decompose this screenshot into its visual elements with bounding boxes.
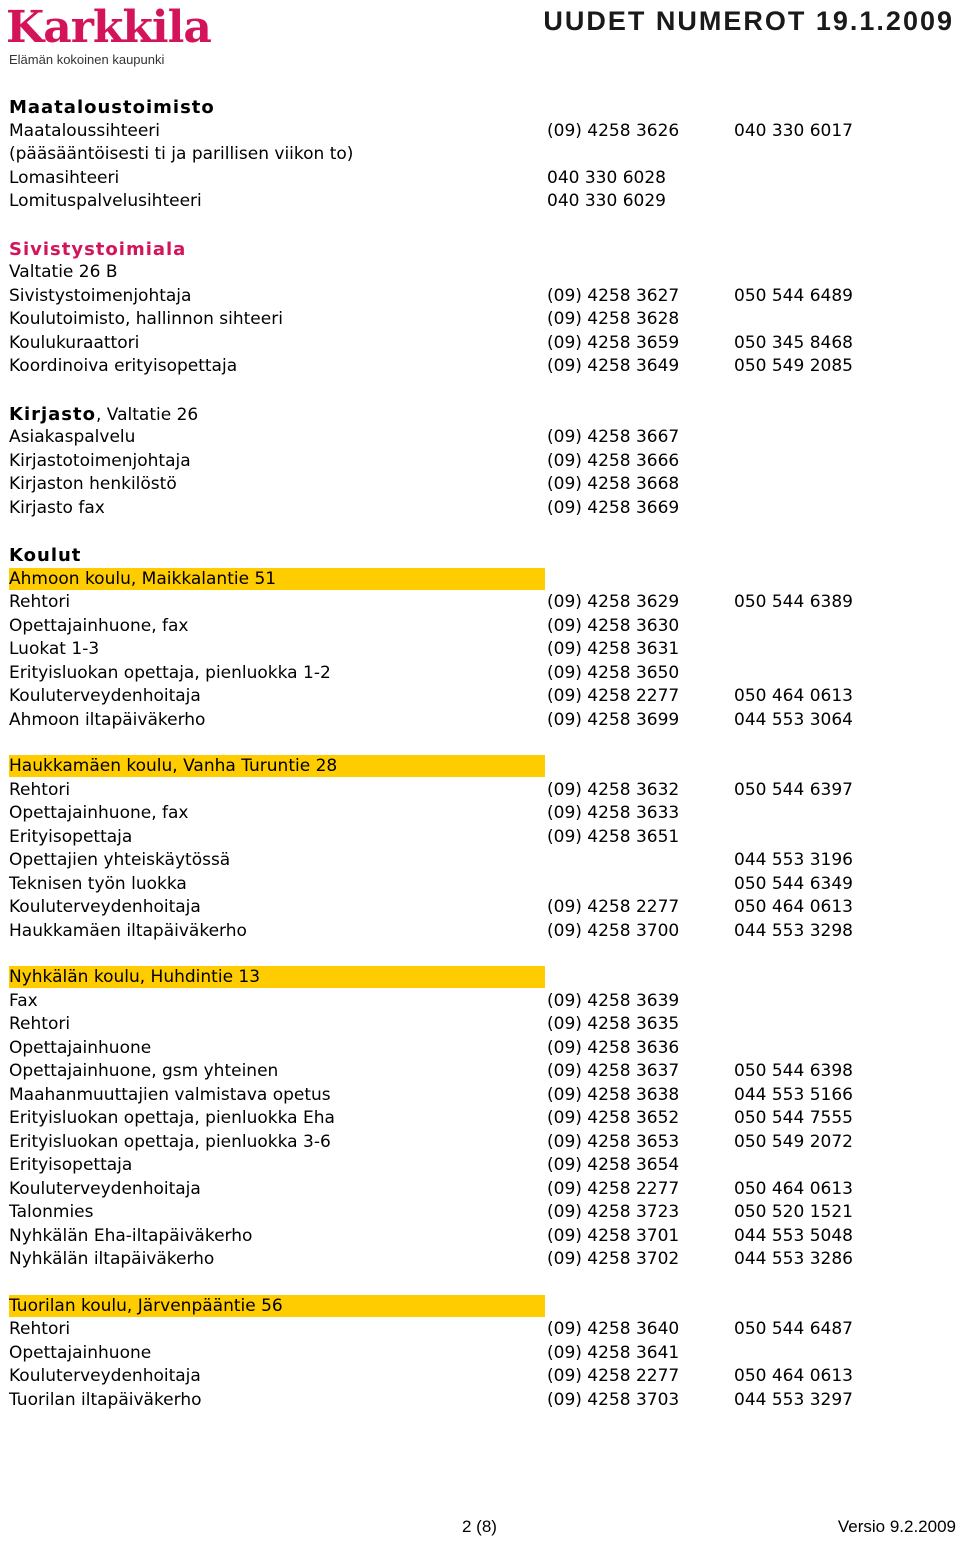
row-mobile: 044 553 3196 [734,850,853,870]
directory-row [9,779,959,803]
row-title: Opettajainhuone, fax [9,803,189,823]
row-mobile: 050 464 0613 [734,1366,853,1386]
directory-row [9,896,959,920]
row-phone: (09) 4258 3654 [547,1155,680,1175]
logo-subtitle: Elämän kokoinen kaupunki [9,52,165,67]
row-title: Kirjastotoimenjohtaja [9,450,191,471]
row-title: Lomituspalvelusihteeri [9,191,202,211]
row-phone: (09) 4258 3699 [547,709,680,730]
directory-row [9,1178,959,1202]
row-title: Rehtori [9,779,71,800]
directory-row [9,685,959,709]
directory-row [9,990,959,1014]
directory-row [9,802,959,826]
row-title: Opettajainhuone [9,1037,152,1058]
row-phone: (09) 4258 3667 [547,427,680,447]
row-mobile: 050 544 6489 [734,285,853,306]
school-name: Tuorilan koulu, Järvenpääntie 56 [9,1295,545,1317]
section-heading-text: Maataloustoimisto [9,97,215,118]
row-title: Haukkamäen iltapäiväkerho [9,920,247,941]
directory-row [9,638,959,662]
row-phone: (09) 4258 3649 [547,356,680,376]
row-mobile: 040 330 6017 [734,120,853,141]
row-phone: (09) 4258 3650 [547,662,680,683]
row-phone: 040 330 6029 [547,191,666,211]
row-mobile: 050 544 6398 [734,1061,853,1081]
section-heading-text: Sivistystoimiala [9,238,187,260]
row-phone: (09) 4258 3638 [547,1084,680,1105]
directory-row [9,261,959,285]
row-title: Rehtori [9,592,71,612]
school-gap [9,1272,959,1295]
directory-row [9,285,959,309]
row-mobile: 050 549 2072 [734,1131,853,1152]
school-name: Ahmoon koulu, Maikkalantie 51 [9,568,545,590]
directory-row [9,1225,959,1249]
row-phone: (09) 4258 3669 [547,497,680,518]
page-title: UUDET NUMEROT 19.1.2009 [543,6,954,36]
row-mobile: 050 549 2085 [734,356,853,376]
row-phone: (09) 4258 3668 [547,474,680,494]
row-phone: (09) 4258 2277 [547,686,680,706]
row-phone: (09) 4258 3629 [547,592,680,612]
row-title: Kouluterveydenhoitaja [9,1178,201,1199]
row-mobile: 050 544 6397 [734,779,853,800]
section-gap [9,379,959,403]
row-phone: (09) 4258 3640 [547,1319,680,1339]
section-heading [9,96,215,120]
directory-row [9,873,959,897]
row-mobile: 050 544 7555 [734,1108,853,1128]
section-heading-row [9,96,959,120]
row-phone: (09) 4258 3637 [547,1061,680,1081]
schools-heading: Koulut [9,545,82,566]
row-phone: (09) 4258 3702 [547,1249,680,1269]
directory-row [9,355,959,379]
row-title: Teknisen työn luokka [9,873,187,894]
directory-row [9,143,959,167]
section-gap [9,214,959,238]
school-gap [9,732,959,755]
row-phone: (09) 4258 3701 [547,1225,680,1246]
directory-row [9,826,959,850]
row-title: Rehtori [9,1014,71,1034]
page-number: 2 (8) [462,1517,497,1536]
directory-row [9,1342,959,1366]
row-title: Erityisopettaja [9,826,133,847]
row-title: Ahmoon iltapäiväkerho [9,709,206,730]
row-mobile: 050 544 6487 [734,1319,853,1339]
school-gap [9,943,959,966]
directory-row [9,1107,959,1131]
row-mobile: 050 345 8468 [734,332,853,353]
row-phone: (09) 4258 3636 [547,1037,680,1058]
row-title: Tuorilan iltapäiväkerho [9,1389,202,1410]
directory-row [9,190,959,214]
section-gap [9,520,959,544]
row-mobile: 050 520 1521 [734,1202,853,1222]
directory-row [9,497,959,521]
row-title: Luokat 1-3 [9,639,100,659]
row-mobile: 050 464 0613 [734,1178,853,1199]
row-mobile: 050 464 0613 [734,897,853,917]
row-mobile: 050 464 0613 [734,686,853,706]
school-name-row [9,966,959,990]
row-phone: (09) 4258 3723 [547,1202,680,1222]
row-mobile: 050 544 6349 [734,873,853,894]
row-title: Koulutoimisto, hallinnon sihteeri [9,309,283,329]
directory-row [9,426,959,450]
directory-row [9,591,959,615]
row-title: Lomasihteeri [9,167,120,188]
directory-row [9,709,959,733]
version-label: Versio 9.2.2009 [837,1517,956,1536]
row-phone: (09) 4258 3630 [547,615,680,636]
schools-heading-row [9,544,959,568]
logo-wordmark: Karkkila [6,2,211,53]
row-title: Opettajainhuone, gsm yhteinen [9,1061,279,1081]
row-title: (pääsääntöisesti ti ja parillisen viikon to) [9,144,354,164]
row-title: Valtatie 26 B [9,262,118,282]
directory-row [9,1154,959,1178]
directory-row [9,1131,959,1155]
row-title: Kouluterveydenhoitaja [9,1366,201,1386]
school-name-row [9,755,959,779]
directory-row [9,167,959,191]
row-title: Erityisluokan opettaja, pienluokka 3-6 [9,1131,331,1152]
row-title: Koordinoiva erityisopettaja [9,356,238,376]
row-phone: (09) 4258 3703 [547,1389,680,1410]
row-phone: (09) 4258 3631 [547,639,680,659]
row-title: Kouluterveydenhoitaja [9,686,201,706]
section-heading-text: Kirjasto [9,403,96,425]
row-title: Kirjaston henkilöstö [9,474,177,494]
row-title: Opettajien yhteiskäytössä [9,850,231,870]
directory-row [9,849,959,873]
directory-row [9,1060,959,1084]
row-phone: (09) 4258 3635 [547,1014,680,1034]
section-heading-row [9,238,959,262]
row-phone: (09) 4258 3633 [547,803,680,823]
section-heading [9,403,198,428]
row-mobile: 044 553 3064 [734,709,853,730]
directory-row [9,1013,959,1037]
row-mobile: 044 553 3286 [734,1249,853,1269]
karkkila-logo [6,2,211,68]
row-title: Koulukuraattori [9,332,140,353]
row-phone: (09) 4258 3632 [547,779,680,800]
row-title: Kouluterveydenhoitaja [9,897,201,917]
section-heading-address: , Valtatie 26 [96,404,199,425]
school-name-row [9,568,959,592]
directory-row [9,1201,959,1225]
row-phone: (09) 4258 3652 [547,1108,680,1128]
directory-row [9,920,959,944]
row-phone: 040 330 6028 [547,167,666,188]
row-phone: (09) 4258 3641 [547,1342,680,1363]
section-heading-row [9,403,959,427]
row-title: Kirjasto fax [9,497,105,518]
row-title: Opettajainhuone, fax [9,615,189,636]
row-phone: (09) 4258 3653 [547,1131,680,1152]
directory-row [9,1389,959,1413]
row-mobile: 044 553 3297 [734,1389,853,1410]
row-title: Fax [9,990,38,1011]
directory-row [9,1248,959,1272]
directory-row [9,1365,959,1389]
directory-row [9,1084,959,1108]
row-phone: (09) 4258 3626 [547,120,680,141]
row-title: Talonmies [9,1202,94,1222]
row-title: Maataloussihteeri [9,120,160,141]
row-mobile: 044 553 5048 [734,1225,853,1246]
row-phone: (09) 4258 2277 [547,1366,680,1386]
directory-row [9,308,959,332]
row-title: Erityisluokan opettaja, pienluokka 1-2 [9,662,331,683]
directory-row [9,1318,959,1342]
row-phone: (09) 4258 3700 [547,920,680,941]
school-name: Haukkamäen koulu, Vanha Turuntie 28 [9,755,545,777]
row-mobile: 050 544 6389 [734,592,853,612]
row-title: Asiakaspalvelu [9,427,136,447]
row-title: Erityisluokan opettaja, pienluokka Eha [9,1108,335,1128]
school-name: Nyhkälän koulu, Huhdintie 13 [9,966,545,988]
directory-row [9,120,959,144]
row-mobile: 044 553 3298 [734,920,853,941]
directory-row [9,662,959,686]
row-phone: (09) 4258 3651 [547,826,680,847]
directory-row [9,450,959,474]
row-title: Nyhkälän Eha-iltapäiväkerho [9,1225,253,1246]
row-phone: (09) 4258 3659 [547,332,680,353]
row-phone: (09) 4258 3627 [547,285,680,306]
row-phone: (09) 4258 2277 [547,1178,680,1199]
directory-row [9,1037,959,1061]
directory-content [9,96,959,1412]
row-title: Sivistystoimenjohtaja [9,285,192,306]
row-title: Opettajainhuone [9,1342,152,1363]
row-title: Erityisopettaja [9,1155,133,1175]
row-title: Rehtori [9,1319,71,1339]
directory-row [9,615,959,639]
row-mobile: 044 553 5166 [734,1084,853,1105]
school-name-row [9,1295,959,1319]
row-phone: (09) 4258 3666 [547,450,680,471]
row-title: Nyhkälän iltapäiväkerho [9,1249,215,1269]
section-heading [9,238,186,262]
row-phone: (09) 4258 3628 [547,309,680,329]
directory-row [9,473,959,497]
row-phone: (09) 4258 2277 [547,897,680,917]
row-title: Maahanmuuttajien valmistava opetus [9,1084,331,1105]
row-phone: (09) 4258 3639 [547,990,680,1011]
directory-row [9,332,959,356]
